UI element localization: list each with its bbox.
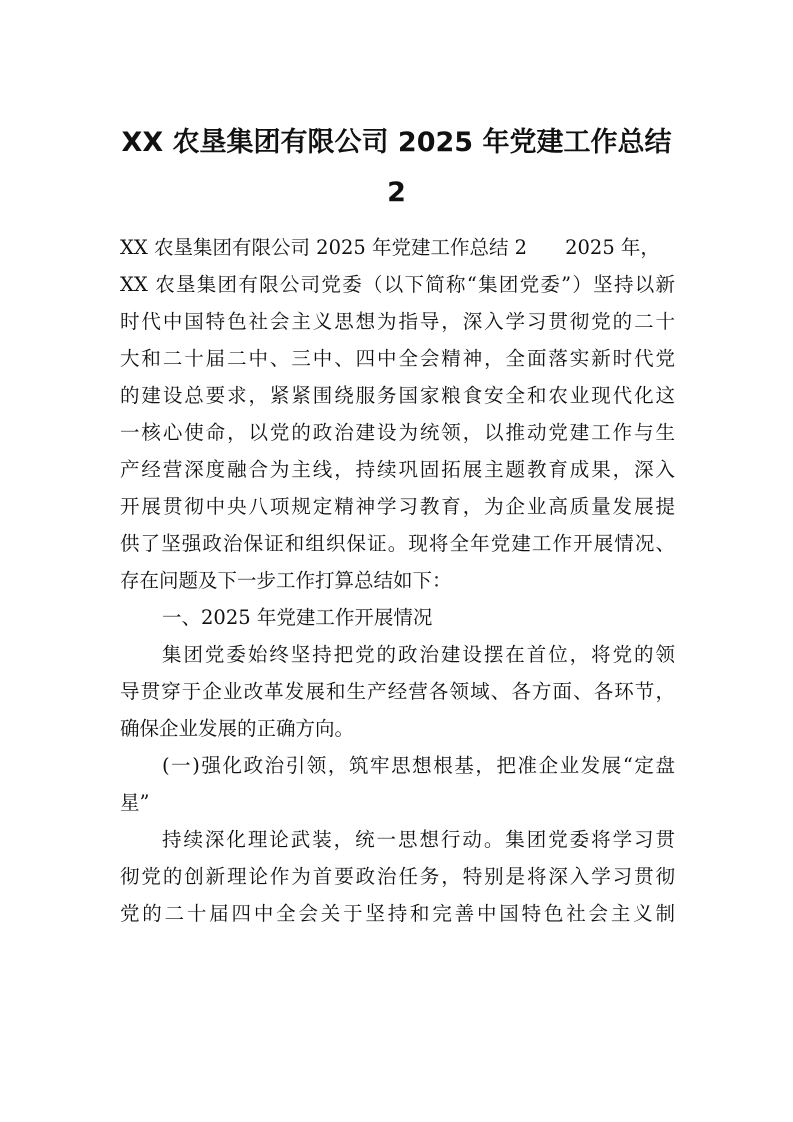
repeated-title-text: XX 农垦集团有限公司 2025 年党建工作总结 2 xyxy=(120,236,528,259)
year-text: 2025 年， xyxy=(565,236,660,259)
body-line-13: 导贯穿于企业改革发展和生产经营各领域、各方面、各环节， xyxy=(120,680,675,703)
subsection-heading-1: (一)强化政治引领，筑牢思想根基，把准企业发展“定盘 xyxy=(162,754,675,777)
body-line-18: 彻党的创新理论作为首要政治任务，特别是将深入学习贯彻 xyxy=(120,865,675,888)
body-line-9: 供了坚强政治保证和组织保证。现将全年党建工作开展情况、 xyxy=(120,532,675,555)
body-line-17: 持续深化理论武装，统一思想行动。集团党委将学习贯 xyxy=(162,828,675,851)
body-line-5: 的建设总要求，紧紧围绕服务国家粮食安全和农业现代化这 xyxy=(120,384,675,407)
body-line-2: XX 农垦集团有限公司党委（以下简称“集团党委”）坚持以新 xyxy=(120,273,675,296)
body-line-8: 开展贯彻中央八项规定精神学习教育，为企业高质量发展提 xyxy=(120,495,675,518)
body-line-6: 一核心使命，以党的政治建设为统领，以推动党建工作与生 xyxy=(120,421,675,444)
body-line-19: 党的二十届四中全会关于坚持和完善中国特色社会主义制 xyxy=(120,902,675,925)
title-line-1: XX 农垦集团有限公司 2025 年党建工作总结 xyxy=(121,127,672,158)
body-line-3: 时代中国特色社会主义思想为指导，深入学习贯彻党的二十 xyxy=(120,310,675,333)
body-line-1 xyxy=(120,233,660,263)
body-line-4: 大和二十届二中、三中、四中全会精神，全面落实新时代党 xyxy=(120,347,675,370)
document-title xyxy=(100,118,693,218)
body-line-12: 集团党委始终坚持把党的政治建设摆在首位，将党的领 xyxy=(162,643,675,666)
body-line-14: 确保企业发展的正确方向。 xyxy=(120,717,355,740)
section-heading-1: 一、2025 年党建工作开展情况 xyxy=(162,606,433,629)
title-line-2: 2 xyxy=(387,177,406,208)
body-line-7: 产经营深度融合为主线，持续巩固拓展主题教育成果，深入 xyxy=(120,458,675,481)
subsection-heading-1-cont: 星” xyxy=(120,791,150,814)
body-line-10: 存在问题及下一步工作打算总结如下： xyxy=(120,569,452,592)
